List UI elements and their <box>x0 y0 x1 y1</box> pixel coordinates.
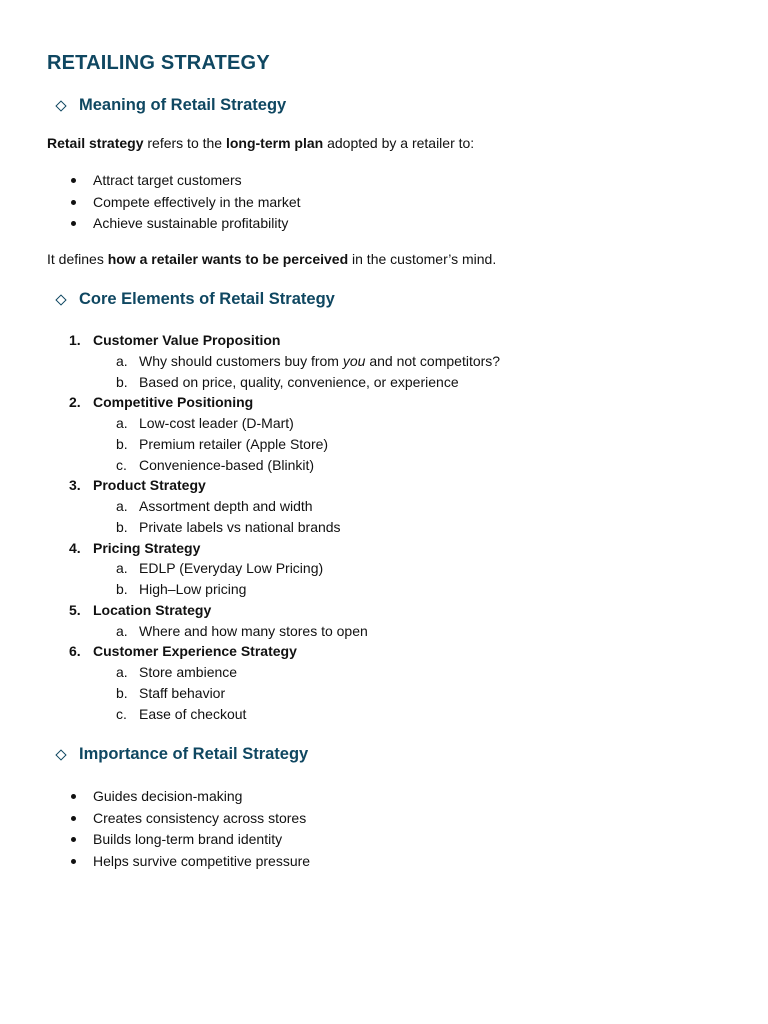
core-element-label: Customer Value Proposition <box>93 332 281 348</box>
sub-list-letter: b. <box>116 581 128 597</box>
sub-list-item <box>47 496 500 517</box>
sub-list-text: Store ambience <box>139 664 238 680</box>
bullet-icon <box>71 178 76 183</box>
list-item-text: Achieve sustainable profitability <box>93 215 289 231</box>
section-heading-importance <box>55 745 308 764</box>
sub-list-text: Low-cost leader (D-Mart) <box>139 415 294 431</box>
sub-list-item <box>47 372 500 393</box>
list-number: 2. <box>69 394 81 411</box>
bullet-icon <box>71 859 76 864</box>
list-item-text: Attract target customers <box>93 172 242 188</box>
sub-list-letter: a. <box>116 560 128 577</box>
list-number: 6. <box>69 643 81 660</box>
bullet-icon <box>71 816 76 821</box>
text-run: It defines <box>47 251 108 267</box>
bold-term: how a retailer wants to be perceived <box>107 251 349 267</box>
section-heading-label: Importance of Retail Strategy <box>79 745 309 763</box>
core-element-label: Product Strategy <box>93 477 206 494</box>
sub-list-text: Convenience-based (Blinkit) <box>139 456 315 473</box>
sub-list-text: Assortment depth and width <box>139 498 313 514</box>
bullet-icon <box>71 837 76 842</box>
list-item-text: Compete effectively in the market <box>93 193 301 210</box>
sub-list-text: Staff behavior <box>139 684 226 701</box>
core-element-item <box>47 330 500 351</box>
core-element-item <box>47 392 500 413</box>
sub-list-letter: b. <box>116 435 128 452</box>
hollow-diamond-icon <box>55 100 66 111</box>
core-element-item <box>47 538 500 559</box>
meaning-bullet-list <box>47 170 301 235</box>
sub-list-letter: b. <box>116 518 128 535</box>
sub-list-item <box>47 455 500 476</box>
core-element-item <box>47 600 500 621</box>
list-number: 4. <box>69 539 81 556</box>
sub-list-letter: c. <box>116 705 127 722</box>
hollow-diamond-icon <box>55 294 66 305</box>
meaning-defines-paragraph <box>47 249 496 269</box>
section-heading-label: Core Elements of Retail Strategy <box>79 290 335 308</box>
sub-list-text: Private labels vs national brands <box>139 518 341 535</box>
sub-list-item <box>47 351 500 372</box>
core-element-label: Competitive Positioning <box>93 394 254 411</box>
list-item <box>47 829 310 851</box>
importance-bullet-list <box>47 786 310 872</box>
list-item-text: Creates consistency across stores <box>93 809 307 826</box>
list-item-text: Guides decision-making <box>93 788 243 804</box>
text-run: Why should customers buy from <box>139 352 343 369</box>
list-item <box>47 786 310 808</box>
sub-list-text: Based on price, quality, convenience, or experience <box>139 373 459 390</box>
sub-list-letter: a. <box>116 415 128 431</box>
list-number: 5. <box>69 601 81 618</box>
emphasis-text: you <box>342 352 366 369</box>
sub-list-text: Premium retailer (Apple Store) <box>139 435 329 452</box>
section-heading-label: Meaning of Retail Strategy <box>79 96 287 114</box>
sub-list-item <box>47 683 500 704</box>
section-heading-core-elements <box>55 290 335 309</box>
sub-list-item <box>47 413 500 434</box>
sub-list-letter: a. <box>116 352 128 369</box>
section-heading-meaning <box>55 96 286 115</box>
bold-term: Retail strategy <box>47 135 144 151</box>
bullet-icon <box>71 221 76 226</box>
sub-list-item <box>47 434 500 455</box>
sub-list-letter: c. <box>116 456 127 473</box>
list-number: 3. <box>69 477 81 494</box>
text-run: refers to the <box>143 135 226 151</box>
core-element-label: Pricing Strategy <box>93 539 201 556</box>
meaning-intro-paragraph <box>47 133 474 153</box>
core-element-label: Location Strategy <box>93 601 212 618</box>
core-element-item <box>47 475 500 496</box>
text-run: and not competitors? <box>365 352 501 369</box>
sub-list-text: Where and how many stores to open <box>139 622 368 639</box>
list-item <box>47 192 301 214</box>
sub-list-item <box>47 558 500 579</box>
text-run: adopted by a retailer to: <box>323 135 475 151</box>
list-item <box>47 808 310 830</box>
list-item <box>47 170 301 192</box>
sub-list-text: EDLP (Everyday Low Pricing) <box>139 560 324 577</box>
sub-list-text: Ease of checkout <box>139 705 247 722</box>
bold-term: long-term plan <box>225 135 324 151</box>
core-element-label: Customer Experience Strategy <box>93 643 297 660</box>
text-run: in the customer’s mind. <box>348 251 497 267</box>
sub-list-text: High–Low pricing <box>139 581 247 597</box>
core-element-item <box>47 641 500 662</box>
sub-list-letter: a. <box>116 622 128 639</box>
sub-list-item <box>47 579 500 600</box>
sub-list-letter: b. <box>116 684 128 701</box>
list-item-text: Helps survive competitive pressure <box>93 852 311 869</box>
sub-list-letter: b. <box>116 373 128 390</box>
list-item-text: Builds long-term brand identity <box>93 831 283 847</box>
sub-list-item <box>47 662 500 683</box>
bullet-icon <box>71 200 76 205</box>
sub-list-item <box>47 704 500 725</box>
core-elements-list <box>47 330 500 724</box>
sub-list-letter: a. <box>116 498 128 514</box>
sub-list-letter: a. <box>116 664 128 680</box>
list-item <box>47 213 301 235</box>
sub-list-item <box>47 621 500 642</box>
document-title: RETAILING STRATEGY <box>47 52 270 74</box>
bullet-icon <box>71 794 76 799</box>
hollow-diamond-icon <box>55 749 66 760</box>
list-number: 1. <box>69 332 81 348</box>
sub-list-item <box>47 517 500 538</box>
list-item <box>47 851 310 873</box>
